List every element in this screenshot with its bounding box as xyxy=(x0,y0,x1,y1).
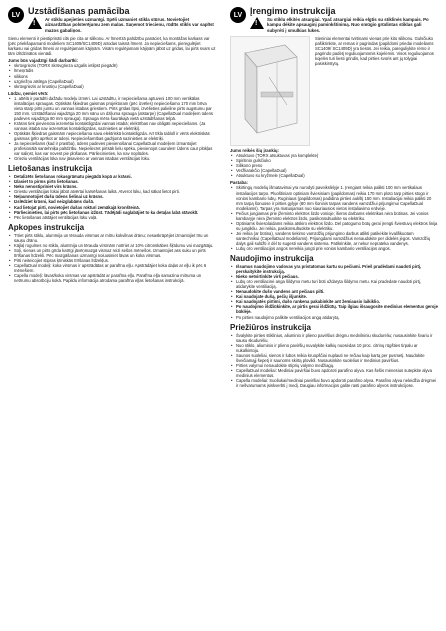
language-badge: LV xyxy=(8,7,24,23)
list-item: • Griestu ventilācijas lūkai jābūt atvērtai karsēšanas laikā. Atverot lūku, kad sākat lietot pirti. xyxy=(14,189,216,194)
maintenance-heading: Priežiūros instrukcija xyxy=(230,322,311,332)
intro-text: Sieniniai elementai tvirtinami vienas prie kito silikonu. Gulsčiuko pašikrinkite, ar remas ir pagrindas (papildomi priedai modeliams SC1409/ SC1409D) yra tiesūs. Jei reikia, pareguliykite rėmo ir pagrindo padėtį reguliuojamomis kojelėmis. Visos reguliuojamos kojelės turi liesti grindis, kad pirties svoris ant jų tolygiai pasiskirstytų. xyxy=(315,36,434,67)
list-item: • Izlasiet to pirms pirts lietošanas. xyxy=(14,179,216,184)
list-item: • Švalykite pirties stiklinius, aliuminio ir plieno paviršius drėgnu medvilniniu skudurėliu; nusausinkite švariu ir sausu skudurėliu. xyxy=(236,333,438,343)
tools-list xyxy=(8,63,216,88)
list-item: • Neļaunnotojiet dušu ūdens lielinai uz krāsns. xyxy=(14,194,216,199)
installation-title: Įrengimo instrukcija xyxy=(250,6,336,16)
list-item: • Nenaudokite dušo vandens ant pečiaus pilti. xyxy=(236,289,438,294)
warning-block xyxy=(28,17,216,33)
warning-text: Ar stiklu apejieties uzmanīgi. Spēli uzmaniet stikla stūrus. Novietojiet aizsardzības polsterējumu zem malas. Saņemot triecienu, rūdīts stikls var saplīst mazos gabaliņos. xyxy=(45,17,214,33)
list-item: • Capella modeļi: lāvas/koka virsmas var apstrādāt ar parafīna eļļu. Parafīna eļļa samazina mitruma un netīrumu absorbciju kokā. Papildu informācija atrodama parafīna eļļas lietošanas instrukcijā. xyxy=(14,273,216,283)
list-item: • Ja nepieciešams (kad ir prasība), ūdens padeves pievienošanai CapellaDual modeļiem izmantojiet profesionālā santehniķa palīdzību. Nepieliecīet pirtsāk lielu spēku, pievienojot caurules! Ūdens caur plūkļas var saliņst, kas var novest pie plūšanas. Pārliecinieties, ka nav noplūdes. xyxy=(14,141,216,156)
list-item: • Detalizēts lietošanas rokasgrāmatu piegādā kopā ar krāsni. xyxy=(14,174,216,179)
list-item: • Grieziu ventilācijas lūka nav jāsavieno ar vannas istabas ventilācijas lūku. xyxy=(14,156,216,161)
right-header xyxy=(230,6,438,33)
list-item: • Pirties valymui nenaudokite stiprių valymo medžiagų. xyxy=(236,363,438,368)
left-header xyxy=(8,6,216,33)
list-item: • Skirtingų modelių išmatavimai yra nurodyti paveikslėlyje 1. Įrengiant reikia palikti 100 mm vertikalaus instaliacijos tarpo. Pluoštiniam optiniam šviesiniam (papildomas) reikia 170 mm ploto tarp pirties stogo ir vonios kambario lubų. Ruginiaus (papildomas) padidina pirties aukštį 150 mm. Instaliacijai reikia palikti 20 mm tarpą šonuose ir pirties gylyje (80 mm šoninis tarpas vandens vamzdžiui prijungimui CapellaDual modeliams). Tarpas yra matuojamas nuo siauriausios vietos instaliavimo erdvėje. xyxy=(236,185,438,210)
tools-heading: Jums būs vajadzīgi šādi darbarīki: xyxy=(8,58,78,64)
list-item: • Atsuktuvo su kryžmele (CapellaDual) xyxy=(236,173,438,178)
intro-with-figure xyxy=(230,36,438,146)
list-item: • silikons xyxy=(14,74,216,79)
list-item: • Optiniams šviesolaidams reikia atskiro elektros lizdo. Del patogumo būtų gerai įrengti šviestuvų elektros linija su jungikliu. Jei reikia, pasikonsultuokite su elektriku. xyxy=(236,221,438,231)
sauna-illustration xyxy=(230,36,310,146)
list-item: • Lubų oro ventiliacinė anga šildymo metu turi būti uždaryta šildymo metu. Kai pradedate naudoti pirtį, atidarykite ventiliaciją. xyxy=(236,279,438,289)
list-item: • Kai naudojatės pirtimi, dušo rankena pakabinkite ant žemiausio laikiklio. xyxy=(236,299,438,304)
list-item: • Spiritinio gulsčiuko xyxy=(236,158,438,163)
language-badge: LV xyxy=(230,7,246,23)
usage-heading: Lietošanas instrukcija xyxy=(8,164,93,174)
list-item: • Saunos suoleliai, sienos ir lubos reikia kruopščiai nuplauti ne rečiau kaip kartą per pusmetį. Naudokite šveičiamąjį šepetį ir saunoms skirtą plovikli. Nusausinkite suolelius ir medinius paviršius. xyxy=(236,353,438,363)
list-item: • Po naudojimo išdžiūkinkite, ar pirtis gerai išdžiūtų. Taip ilgiau išsaugosite medinius elementus geroje būklėje. xyxy=(236,304,438,314)
notes-heading: Pastaba: xyxy=(230,180,248,186)
list-item: • Optiskās šķiedras gaismām nepieciešama sava elektriskā kontaktligzda. Arī tīkla tabloll ir vērts elektriskās gaismas ģēlū aprīkot ar ūdeņi. Nepieciešamības gadījumā sazinieties ar elektriķi. xyxy=(14,131,216,141)
list-item: • Jei reikia (ar būtina), vandens tiekimo vamzdžių prijungimo darbus atlikti patikėkite kvalifikuotam santechnikui (CapellaDual modeliams). Prijungdami vamzdžius nenaudokite per didelės jėgos. Vamzdžių dalys gali sulūžti ir dėl to sugesti vandens sistema. Patikrinkite, ar nekur neprateka vandenys. xyxy=(236,231,438,246)
left-column xyxy=(8,6,216,283)
list-item: • Pēc lietošanas atstājiet ventilācijas lūku vaļā. xyxy=(14,215,216,220)
list-item: • Izslēdziet krāsni, kad neizglabāms dušā. xyxy=(14,199,216,204)
list-item: • Silikono preso xyxy=(236,163,438,168)
usage-list xyxy=(8,174,216,219)
list-item: • Nieko netvirtinkite virš pečiaus. xyxy=(236,274,438,279)
warning-text: Su stiklu elkitės atsargiai. Ypač atsargiai reikia elgtis su stiklinės kampais. Po kampu dėkite apsauginį paminkštinimą. Nuo smūgio grūdintas stiklas gali subyrėti į smulkias lukes. xyxy=(267,17,429,33)
list-item: • Kad lietojat pirti, novietojiet dušas rokturi zemākajā kronšteinā. xyxy=(14,205,216,210)
right-column xyxy=(230,6,438,388)
tools-heading: Jums reikės šių įrankių: xyxy=(230,148,279,154)
maintenance-list xyxy=(230,333,438,389)
list-item: • Capella modeliai: Suoliukai/mediniai paviršiai buvo apdoroti parafino alyva. Parafino alyva neleidžia drėgmei ir nešvarumams įsiskverbti į medį. Daugiau informacijos galite rasti parafino alyvos instrukcijose. xyxy=(236,378,438,388)
maintenance-heading: Apkopes instrukcija xyxy=(8,222,85,232)
list-item: • Atsuktuvo (TORX atsuktuvas yra komplekte) xyxy=(236,153,438,158)
notes-heading: Lūdzu, ņemiet vērā: xyxy=(8,90,49,96)
list-item: • Neko nenostipriniet virs krāsns. xyxy=(14,184,216,189)
list-item: • līmeņrādis xyxy=(14,68,216,73)
list-item: • uzgriežņu atslēga (CapellaDual) xyxy=(14,79,216,84)
list-item: • Išsamus naudojimo vadovas yra pristatomas kartu su pečiumi. Prieš pradėdami naudoti pirtį, perskaitykite instrukciją. xyxy=(236,264,438,274)
list-item: • CapellaDual modeļi: koka virsmas ir apstrādātas ar parafīna eļļu. Apstrādājiet koka daļas ar eļļu ik pēc 6 mēnešiem. xyxy=(14,263,216,273)
list-item: • Kai naudojate dušą, pečių išjunkite. xyxy=(236,294,438,299)
list-item: • Veržliarakčio (CapellaDual) xyxy=(236,168,438,173)
maintenance-list xyxy=(8,233,216,283)
list-item: • Po pirties naudojimo palikite ventiliacijos angą atidarytą. xyxy=(236,315,438,320)
usage-heading: Naudojimo instrukcija xyxy=(230,254,314,264)
list-item: • Pārliecinieties, lai pirts pēc lietošanas izžūst. Tādējādi saglabājiet to ka detaļas labā stāvoklī. xyxy=(14,210,216,215)
warning-icon: ! xyxy=(28,17,42,29)
usage-list xyxy=(230,264,438,320)
list-item: • 1. attēlā ir parādīti dažādu modeļu izmēri. Lai uzstādītu, ir nepieciešama aptuveni 100 mm vertikālas instalācijas spraugas. Optiskās šķiedras gaismas projektoram (pēc izvēles) nepieciešamo 170 mm brīva vieta starp pirts jumtu un vannas istabas griestiem. Pirts grīdas līpsi, izvēlieties palieline pirts augstumu par 150 mm. Uzstādīšanai vajadzīga 20 mm sānu un dziļuma sprauga (atstarpe) (CapellaDual modeļiem ūdens padeves vajadzīga 80 mm sprauga). Sprauga mēra šaurākajā vietā uzstādīšanas telpā. xyxy=(14,96,216,121)
list-item: • skrūvgriezis (TORX skrūvgrieza uzgalis ietilpst piegādē) xyxy=(14,63,216,68)
list-item: • Pirti neiteicojiet stipras ķīmiskās tīrīšanas līdzekļus. xyxy=(14,258,216,263)
list-item: • CapellaDual modeliai: Mediniai paviršiai buvo apdoroti parafino alyva. Kas šešis mėnesius sutepkite alyva medinius elementus. xyxy=(236,368,438,378)
list-item: • Kājlaļ rogulnes no stikla, alumīnija un tērauda virsmām notīriet ar 10% citronskābes šķīdumu vai mazgātāju. xyxy=(14,243,216,248)
tools-list xyxy=(230,153,438,178)
notes-list xyxy=(230,185,438,251)
intro-text: Sienu elementi ir piestiprināti cits pie cita ar silikonu. Ar līmerīzā palīdzību panāciet, ka montāžas karkass var (pēc priekšapamanti modeliem SC1409/SC1409D) atrodas taisnā līmenī. Ja nepieciešams, pieregulējiet karkasu vai gridas līmeni ar regulējamam kājiņām. Visām regulējamam kājiņām jābūt uz gridas, lai pirts svars uz tām izlīdzinātos vienādi. xyxy=(8,36,216,57)
list-item: • Nuo stiklo, aliuminio ir plieno paviršių nuvalykite kalkių nuosėdas 10 proc. citrinų rūgšties tirpalu ar nukalkintoju. xyxy=(236,343,438,353)
list-item: • Krāsns tiek pievienota iezemētai kontaktligzdai vannas istabā; elektrības nav obligāti nepieciešams. (Ja vannas istabā nav iezemētas kontaktligzdas, sazinieties ar elektriķi). xyxy=(14,121,216,131)
list-item: • skrūvgriezis ar krustiņu (CapellaDual) xyxy=(14,84,216,89)
warning-icon: ! xyxy=(250,17,264,29)
installation-title: Uzstādīšanas pamācība xyxy=(28,6,130,16)
list-item: • Lubų oro ventiliacijos angos nereikia jungti prie vonios kambario ventiliacijos angos. xyxy=(236,246,438,251)
list-item: • Pečius jungiamas prie įžeminto elektros lizdo vonioje; šiems darbams elektrikas nėra būtinas. Jei vonios kambaryje nėra įžeminto elektros lizdo, pasikonsultuokite su elektriku. xyxy=(236,211,438,221)
list-item: • Tīriet pirts stiklu, alumīnija un tērauda virsmas ar mitru kokvilnas drānu; nesaskrāpējiet izmantojiet tīru un saușu drānu. xyxy=(14,233,216,243)
warning-block xyxy=(250,17,438,33)
list-item: • Soļi, sienas un pirts grīda katrīgi jāvēņmazgā vismaz reizi sešos mēnešos. Izmantojiet ass suku un pirts tīrīšanas līdzekli. Pēc mazgāšanas uzmanīgi noiuusiniet lāvas un koka virsmas. xyxy=(14,248,216,258)
notes-list xyxy=(8,96,216,162)
sauna-drawing-icon xyxy=(231,37,309,145)
